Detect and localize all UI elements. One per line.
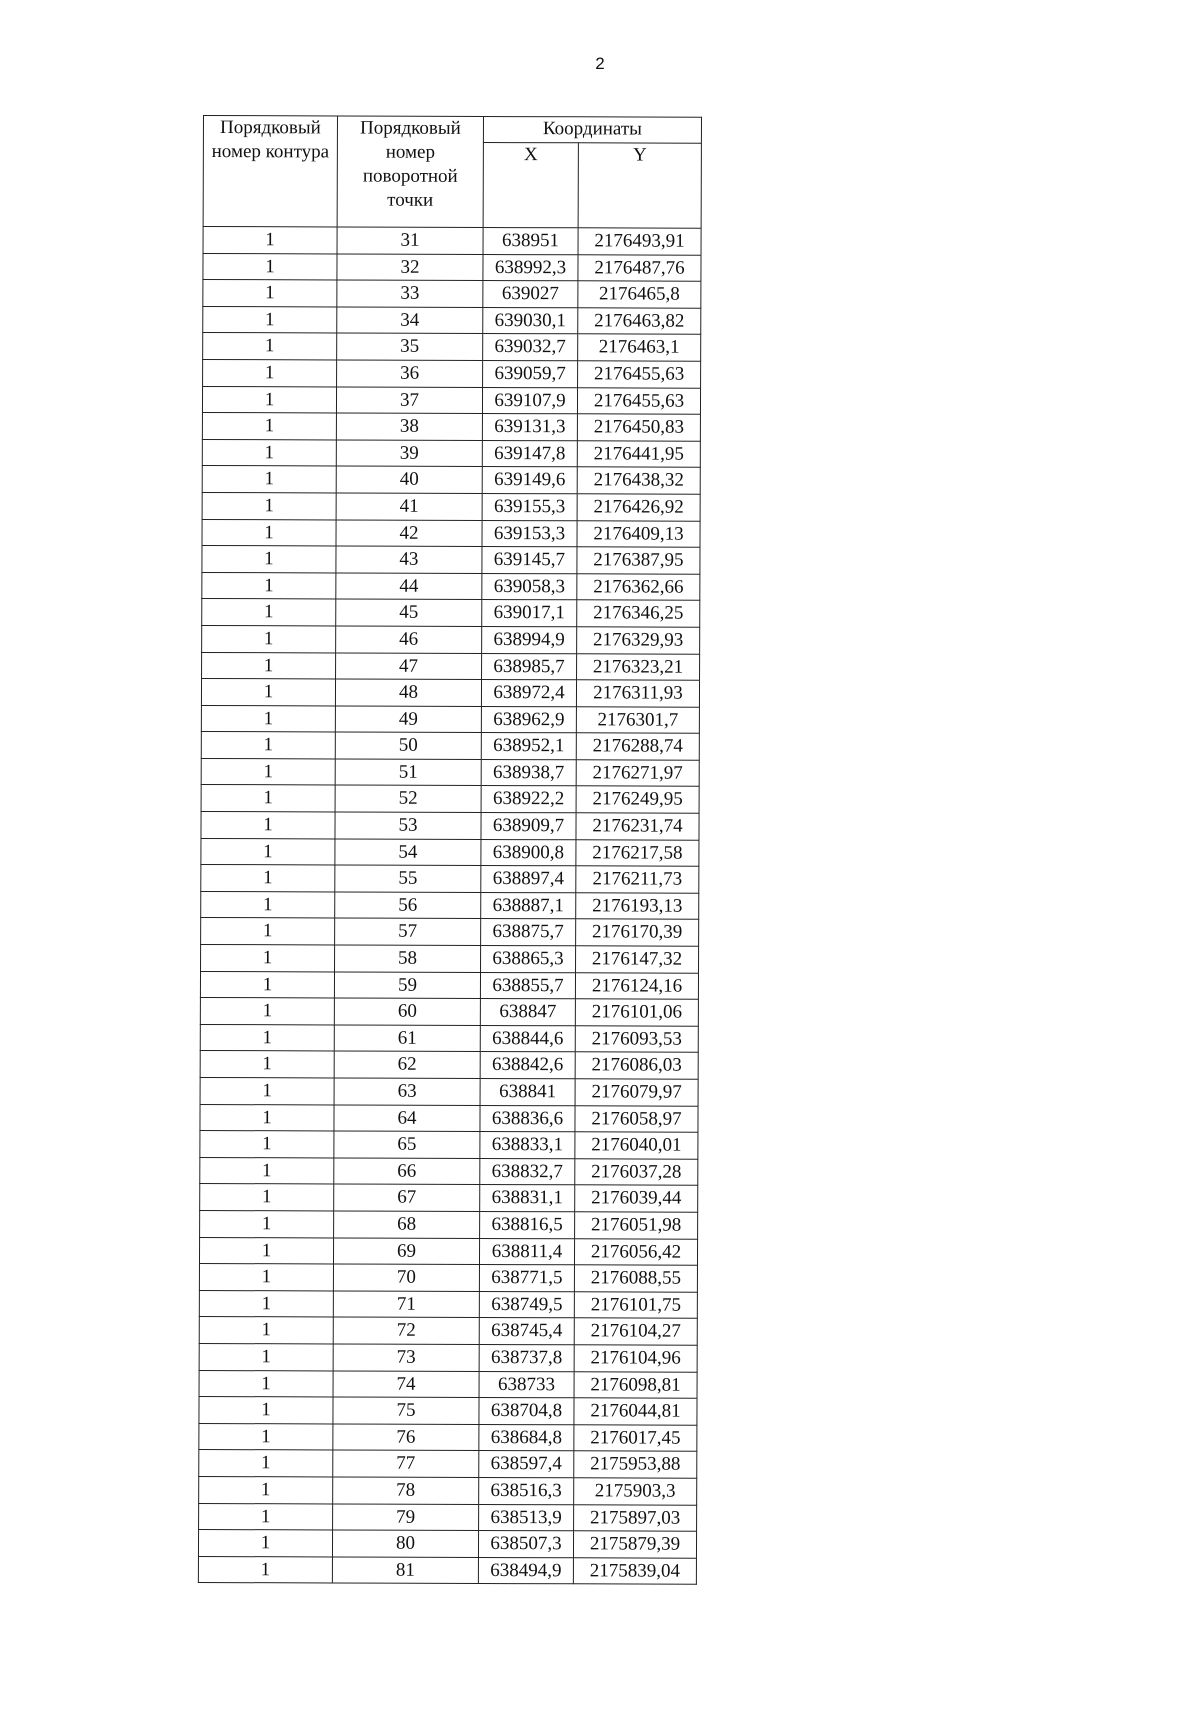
cell-point-number: 66 — [334, 1158, 480, 1185]
cell-y: 2176271,97 — [576, 760, 699, 787]
cell-point-number: 79 — [333, 1503, 479, 1530]
cell-x: 638749,5 — [479, 1291, 574, 1318]
table-row — [201, 838, 699, 866]
cell-x: 638865,3 — [481, 946, 576, 973]
cell-point-number: 43 — [336, 546, 482, 573]
cell-contour-number: 1 — [201, 758, 335, 785]
cell-point-number: 35 — [337, 333, 483, 360]
cell-point-number: 32 — [337, 254, 483, 281]
table-row — [203, 253, 701, 281]
table-row — [200, 1157, 698, 1185]
table-row — [201, 785, 699, 813]
cell-y: 2176058,97 — [575, 1105, 698, 1132]
cell-x: 638841 — [480, 1078, 575, 1105]
cell-contour-number: 1 — [200, 1051, 334, 1078]
cell-y: 2176211,73 — [576, 866, 699, 893]
cell-contour-number: 1 — [199, 1317, 333, 1344]
cell-contour-number: 1 — [199, 1423, 333, 1450]
cell-contour-number: 1 — [202, 625, 336, 652]
cell-y: 2176455,63 — [577, 387, 700, 414]
cell-point-number: 69 — [333, 1238, 479, 1265]
table-row — [199, 1450, 697, 1478]
cell-point-number: 49 — [335, 706, 481, 733]
cell-contour-number: 1 — [202, 466, 336, 493]
cell-point-number: 41 — [336, 493, 482, 520]
cell-point-number: 50 — [335, 732, 481, 759]
cell-point-number: 44 — [336, 573, 482, 600]
cell-point-number: 60 — [334, 998, 480, 1025]
cell-x: 638704,8 — [479, 1398, 574, 1425]
cell-point-number: 34 — [337, 307, 483, 334]
cell-contour-number: 1 — [202, 386, 336, 413]
cell-x: 638887,1 — [481, 892, 576, 919]
cell-y: 2176039,44 — [575, 1185, 698, 1212]
cell-contour-number: 1 — [200, 971, 334, 998]
cell-y: 2176056,42 — [574, 1238, 697, 1265]
cell-x: 638938,7 — [481, 759, 576, 786]
cell-point-number: 70 — [333, 1264, 479, 1291]
cell-y: 2176088,55 — [574, 1265, 697, 1292]
cell-point-number: 38 — [336, 413, 482, 440]
table-row — [200, 1077, 698, 1105]
cell-y: 2176426,92 — [577, 494, 700, 521]
cell-contour-number: 1 — [202, 519, 336, 546]
cell-contour-number: 1 — [199, 1237, 333, 1264]
cell-contour-number: 1 — [199, 1397, 333, 1424]
cell-y: 2176455,63 — [578, 361, 701, 388]
table-row — [201, 732, 699, 760]
cell-y: 2176170,39 — [576, 919, 699, 946]
table-row — [199, 1503, 697, 1531]
cell-x: 638951 — [483, 227, 578, 254]
cell-x: 638733 — [479, 1371, 574, 1398]
table-row — [202, 652, 700, 680]
cell-x: 638811,4 — [479, 1238, 574, 1265]
cell-y: 2175903,3 — [574, 1478, 697, 1505]
cell-x: 639149,6 — [482, 467, 577, 494]
cell-x: 639145,7 — [482, 547, 577, 574]
cell-x: 638494,9 — [478, 1557, 573, 1584]
cell-point-number: 48 — [335, 679, 481, 706]
cell-contour-number: 1 — [202, 599, 336, 626]
table-row — [199, 1397, 697, 1425]
cell-y: 2176101,06 — [575, 999, 698, 1026]
table-row — [202, 599, 700, 627]
cell-contour-number: 1 — [201, 812, 335, 839]
header-turning-point-number: Порядковый номер поворотной точки — [337, 116, 483, 228]
cell-x: 638922,2 — [481, 786, 576, 813]
table-row — [202, 439, 700, 467]
cell-y: 2176093,53 — [575, 1026, 698, 1053]
cell-x: 639059,7 — [483, 360, 578, 387]
cell-x: 639107,9 — [482, 387, 577, 414]
cell-x: 638745,4 — [479, 1318, 574, 1345]
cell-x: 639131,3 — [482, 414, 577, 441]
cell-y: 2176147,32 — [576, 946, 699, 973]
cell-contour-number: 1 — [203, 359, 337, 386]
cell-contour-number: 1 — [202, 439, 336, 466]
cell-contour-number: 1 — [203, 253, 337, 280]
table-row — [201, 679, 699, 707]
cell-x: 638855,7 — [480, 972, 575, 999]
cell-point-number: 45 — [336, 599, 482, 626]
cell-x: 639017,1 — [482, 600, 577, 627]
cell-y: 2176051,98 — [575, 1212, 698, 1239]
cell-contour-number: 1 — [198, 1530, 332, 1557]
cell-point-number: 64 — [334, 1105, 480, 1132]
cell-point-number: 65 — [334, 1131, 480, 1158]
cell-point-number: 57 — [335, 918, 481, 945]
table-row — [203, 227, 701, 255]
cell-contour-number: 1 — [200, 1104, 334, 1131]
table-row — [200, 1184, 698, 1212]
cell-x: 638513,9 — [479, 1504, 574, 1531]
cell-y: 2176217,58 — [576, 839, 699, 866]
cell-x: 638597,4 — [479, 1451, 574, 1478]
cell-y: 2176463,1 — [578, 334, 701, 361]
cell-x: 639058,3 — [482, 573, 577, 600]
cell-y: 2176104,27 — [574, 1318, 697, 1345]
table-row — [200, 1104, 698, 1132]
cell-y: 2175897,03 — [574, 1504, 697, 1531]
header-coordinates: Координаты — [483, 116, 701, 143]
table-row — [203, 280, 701, 308]
cell-point-number: 55 — [335, 865, 481, 892]
cell-contour-number: 1 — [203, 306, 337, 333]
table-row — [202, 492, 700, 520]
cell-point-number: 36 — [337, 360, 483, 387]
table-row — [199, 1476, 697, 1504]
cell-y: 2176362,66 — [577, 574, 700, 601]
table-body — [198, 227, 701, 1585]
cell-y: 2176044,81 — [574, 1398, 697, 1425]
cell-y: 2176387,95 — [577, 547, 700, 574]
cell-y: 2176040,01 — [575, 1132, 698, 1159]
cell-y: 2176409,13 — [577, 520, 700, 547]
cell-point-number: 78 — [333, 1477, 479, 1504]
cell-contour-number: 1 — [201, 732, 335, 759]
cell-y: 2176098,81 — [574, 1371, 697, 1398]
cell-x: 639153,3 — [482, 520, 577, 547]
cell-point-number: 68 — [334, 1211, 480, 1238]
page-number: 2 — [595, 54, 605, 73]
cell-x: 638816,5 — [480, 1211, 575, 1238]
cell-y: 2176288,74 — [576, 733, 699, 760]
cell-x: 638994,9 — [482, 626, 577, 653]
cell-y: 2176124,16 — [575, 972, 698, 999]
table-row — [199, 1370, 697, 1398]
cell-contour-number: 1 — [200, 1024, 334, 1051]
cell-y: 2176450,83 — [577, 414, 700, 441]
cell-point-number: 63 — [334, 1078, 480, 1105]
cell-contour-number: 1 — [200, 1184, 334, 1211]
cell-y: 2176323,21 — [577, 653, 700, 680]
cell-contour-number: 1 — [199, 1290, 333, 1317]
table-row — [199, 1264, 697, 1292]
cell-contour-number: 1 — [202, 413, 336, 440]
cell-contour-number: 1 — [200, 998, 334, 1025]
cell-y: 2176086,03 — [575, 1052, 698, 1079]
cell-contour-number: 1 — [199, 1450, 333, 1477]
cell-point-number: 52 — [335, 785, 481, 812]
cell-contour-number: 1 — [202, 492, 336, 519]
table-row — [199, 1423, 697, 1451]
cell-y: 2175879,39 — [573, 1531, 696, 1558]
cell-y: 2176493,91 — [578, 228, 701, 255]
table-row — [200, 1131, 698, 1159]
coordinates-table — [198, 115, 702, 1585]
cell-point-number: 39 — [336, 440, 482, 467]
cell-x: 638737,8 — [479, 1344, 574, 1371]
cell-point-number: 33 — [337, 280, 483, 307]
cell-contour-number: 1 — [201, 785, 335, 812]
cell-contour-number: 1 — [201, 865, 335, 892]
cell-contour-number: 1 — [200, 1077, 334, 1104]
cell-x: 638507,3 — [478, 1531, 573, 1558]
table-row — [202, 625, 700, 653]
cell-x: 638832,7 — [480, 1158, 575, 1185]
cell-x: 638516,3 — [479, 1477, 574, 1504]
cell-point-number: 81 — [332, 1557, 478, 1584]
cell-y: 2176101,75 — [574, 1292, 697, 1319]
cell-point-number: 76 — [333, 1424, 479, 1451]
cell-point-number: 40 — [336, 466, 482, 493]
cell-x: 638875,7 — [481, 919, 576, 946]
cell-point-number: 54 — [335, 839, 481, 866]
table-row — [202, 546, 700, 574]
table-row — [200, 1051, 698, 1079]
table-row — [202, 466, 700, 494]
cell-point-number: 42 — [336, 519, 482, 546]
table-row — [201, 891, 699, 919]
cell-y: 2176438,32 — [577, 467, 700, 494]
cell-contour-number: 1 — [201, 679, 335, 706]
cell-contour-number: 1 — [201, 918, 335, 945]
cell-contour-number: 1 — [199, 1503, 333, 1530]
cell-point-number: 73 — [333, 1344, 479, 1371]
cell-point-number: 61 — [334, 1025, 480, 1052]
table-row — [198, 1556, 696, 1584]
cell-contour-number: 1 — [202, 572, 336, 599]
cell-point-number: 75 — [333, 1397, 479, 1424]
header-x: X — [483, 142, 578, 227]
cell-y: 2176487,76 — [578, 254, 701, 281]
cell-y: 2176017,45 — [574, 1425, 697, 1452]
cell-point-number: 46 — [336, 626, 482, 653]
cell-contour-number: 1 — [201, 705, 335, 732]
cell-contour-number: 1 — [202, 652, 336, 679]
cell-x: 638952,1 — [481, 733, 576, 760]
cell-point-number: 37 — [336, 387, 482, 414]
cell-contour-number: 1 — [202, 546, 336, 573]
cell-contour-number: 1 — [203, 280, 337, 307]
cell-contour-number: 1 — [198, 1556, 332, 1583]
cell-contour-number: 1 — [203, 227, 337, 254]
cell-y: 2176465,8 — [578, 281, 701, 308]
table-header-row — [203, 116, 701, 144]
table-row — [202, 386, 700, 414]
header-y: Y — [578, 143, 701, 228]
cell-y: 2176037,28 — [575, 1159, 698, 1186]
cell-x: 638992,3 — [483, 254, 578, 281]
table-row — [199, 1343, 697, 1371]
cell-x: 639147,8 — [482, 440, 577, 467]
cell-y: 2176104,96 — [574, 1345, 697, 1372]
cell-x: 638831,1 — [480, 1185, 575, 1212]
cell-y: 2176441,95 — [577, 441, 700, 468]
cell-contour-number: 1 — [203, 333, 337, 360]
table-row — [202, 572, 700, 600]
cell-point-number: 31 — [337, 227, 483, 254]
cell-contour-number: 1 — [199, 1476, 333, 1503]
cell-point-number: 47 — [336, 652, 482, 679]
cell-x: 638847 — [480, 999, 575, 1026]
cell-x: 638684,8 — [479, 1424, 574, 1451]
cell-point-number: 62 — [334, 1051, 480, 1078]
table-row — [200, 1210, 698, 1238]
cell-x: 638900,8 — [481, 839, 576, 866]
cell-y: 2176346,25 — [577, 600, 700, 627]
table-row — [203, 359, 701, 387]
cell-point-number: 77 — [333, 1450, 479, 1477]
cell-y: 2176231,74 — [576, 813, 699, 840]
cell-point-number: 53 — [335, 812, 481, 839]
cell-x: 638897,4 — [481, 866, 576, 893]
cell-y: 2176463,82 — [578, 308, 701, 335]
cell-point-number: 58 — [335, 945, 481, 972]
table-row — [202, 519, 700, 547]
table-row — [201, 918, 699, 946]
cell-contour-number: 1 — [201, 891, 335, 918]
cell-y: 2176311,93 — [576, 680, 699, 707]
table-row — [201, 758, 699, 786]
table-row — [200, 998, 698, 1026]
cell-y: 2176079,97 — [575, 1079, 698, 1106]
cell-x: 638842,6 — [480, 1052, 575, 1079]
cell-y: 2175839,04 — [573, 1557, 696, 1584]
table-row — [203, 333, 701, 361]
cell-y: 2176329,93 — [577, 627, 700, 654]
table-row — [200, 971, 698, 999]
table-row — [199, 1290, 697, 1318]
cell-contour-number: 1 — [199, 1370, 333, 1397]
cell-contour-number: 1 — [199, 1343, 333, 1370]
cell-y: 2175953,88 — [574, 1451, 697, 1478]
table-row — [201, 865, 699, 893]
cell-x: 638962,9 — [481, 706, 576, 733]
cell-contour-number: 1 — [200, 1157, 334, 1184]
cell-point-number: 59 — [334, 972, 480, 999]
table-row — [199, 1237, 697, 1265]
cell-contour-number: 1 — [200, 1210, 334, 1237]
cell-x: 638985,7 — [482, 653, 577, 680]
cell-x: 638972,4 — [481, 680, 576, 707]
table-row — [198, 1530, 696, 1558]
cell-x: 639032,7 — [483, 334, 578, 361]
table-row — [201, 812, 699, 840]
cell-y: 2176249,95 — [576, 786, 699, 813]
cell-point-number: 71 — [333, 1291, 479, 1318]
cell-x: 639027 — [483, 281, 578, 308]
cell-contour-number: 1 — [200, 1131, 334, 1158]
table-row — [202, 413, 700, 441]
table-row — [200, 1024, 698, 1052]
cell-x: 638844,6 — [480, 1025, 575, 1052]
table-row — [199, 1317, 697, 1345]
cell-contour-number: 1 — [201, 945, 335, 972]
cell-x: 639030,1 — [483, 307, 578, 334]
cell-point-number: 56 — [335, 892, 481, 919]
table-row — [201, 705, 699, 733]
table-row — [203, 306, 701, 334]
cell-point-number: 67 — [334, 1184, 480, 1211]
cell-x: 639155,3 — [482, 493, 577, 520]
header-contour-number: Порядковый номер контура — [203, 116, 337, 227]
cell-x: 638833,1 — [480, 1132, 575, 1159]
cell-point-number: 80 — [332, 1530, 478, 1557]
cell-y: 2176193,13 — [576, 893, 699, 920]
cell-x: 638836,6 — [480, 1105, 575, 1132]
cell-x: 638771,5 — [479, 1265, 574, 1292]
cell-x: 638909,7 — [481, 813, 576, 840]
cell-point-number: 51 — [335, 759, 481, 786]
cell-y: 2176301,7 — [576, 706, 699, 733]
cell-point-number: 72 — [333, 1317, 479, 1344]
cell-point-number: 74 — [333, 1370, 479, 1397]
cell-contour-number: 1 — [199, 1264, 333, 1291]
cell-contour-number: 1 — [201, 838, 335, 865]
table-row — [201, 945, 699, 973]
